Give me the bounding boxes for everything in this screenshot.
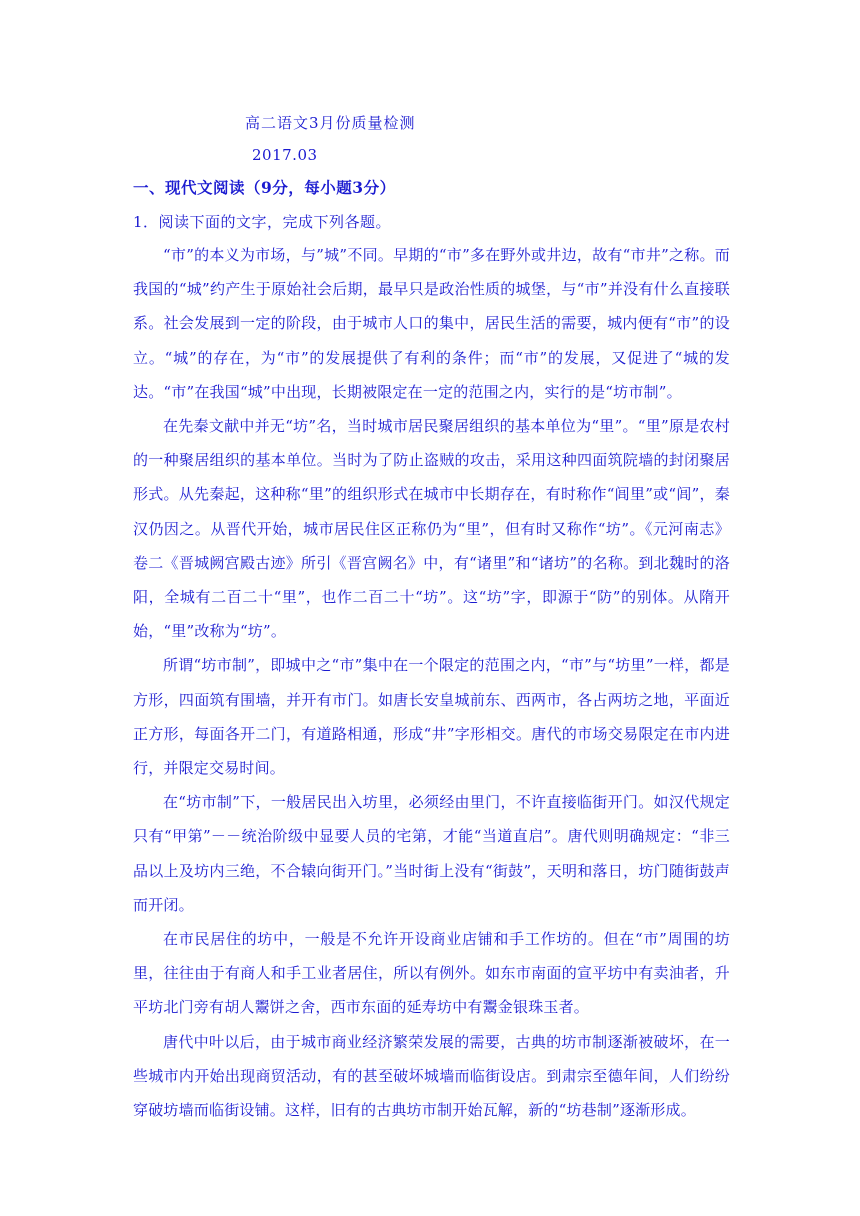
passage-paragraph-1: “市”的本义为市场，与”城”不同。早期的“市”多在野外或井边，故有“市井”之称。而我国的“城”约产生于原始社会后期，最早只是政治性质的城堡，与“市”并没有什么直接联系。社会发展到一定的阶段，由于城市人口的集中，居民生活的需要，城内便有“市”的设立。“城”的存在，为“市”的发展提供了有利的条件；而“市”的发展，又促进了“城的发达。“市”在我国“城”中出现，长期被限定在一定的范围之内，实行的是“坊市制”。 xyxy=(133,246,730,401)
section-heading: 一、现代文阅读（9分，每小题3分） xyxy=(133,178,396,197)
reading-passage xyxy=(133,238,730,1127)
exam-date: 2017.03 xyxy=(252,146,318,164)
question-prompt: 1．阅读下面的文字，完成下列各题。 xyxy=(133,213,392,231)
exam-title: 高二语文3月份质量检测 xyxy=(245,114,416,132)
passage-paragraph-3: 所谓“坊市制”，即城中之“市”集中在一个限定的范围之内，“市”与“坊里”一样，都是方形，四面筑有围墙，并开有市门。如唐长安皇城前东、西两市，各占两坊之地，平面近正方形，每面各开二门，有道路相通，形成“井”字形相交。唐代的市场交易限定在市内进行，并限定交易时间。 xyxy=(133,656,730,778)
passage-paragraph-6: 唐代中叶以后，由于城市商业经济繁荣发展的需要，古典的坊市制逐渐被破坏，在一些城市内开始出现商贸活动，有的甚至破坏城墙而临街设店。到肃宗至德年间，人们纷纷穿破坊墙而临街设铺。这样，旧有的古典坊市制开始瓦解，新的“坊巷制”逐渐形成。 xyxy=(133,1032,730,1120)
passage-paragraph-2: 在先秦文献中并无“坊”名，当时城市居民聚居组织的基本单位为“里”。“里”原是农村的一种聚居组织的基本单位。当时为了防止盗贼的攻击，采用这种四面筑院墙的封闭聚居形式。从先秦起，这种称“里”的组织形式在城市中长期存在，有时称作“闾里”或“闾”，秦汉仍因之。从晋代开始，城市居民住区正称仍为“里”，但有时又称作“坊”。《元河南志》卷二《晋城阙宫殿古迹》所引《晋宫阙名》中，有“诸里”和“诸坊”的名称。到北魏时的洛阳，全城有二百二十“里”，也作二百二十“坊”。这“坊”字，即源于“防”的别体。从隋开始，“里”改称为“坊”。 xyxy=(133,417,730,641)
passage-paragraph-5: 在市民居住的坊中，一般是不允许开设商业店铺和手工作坊的。但在“市”周围的坊里，往往由于有商人和手工业者居住，所以有例外。如东市南面的宣平坊中有卖油者，升平坊北门旁有胡人鬻饼之舍，西市东面的延寿坊中有鬻金银珠玉者。 xyxy=(133,930,730,1017)
passage-paragraph-4: 在“坊市制”下，一般居民出入坊里，必须经由里门，不许直接临街开门。如汉代规定只有“甲第”－－统治阶级中显要人员的宅第，才能“当道直启”。唐代则明确规定：“非三品以上及坊内三绝，不合辕向街开门。”当时街上没有“街鼓”，天明和落日，坊门随街鼓声而开闭。 xyxy=(133,793,730,914)
